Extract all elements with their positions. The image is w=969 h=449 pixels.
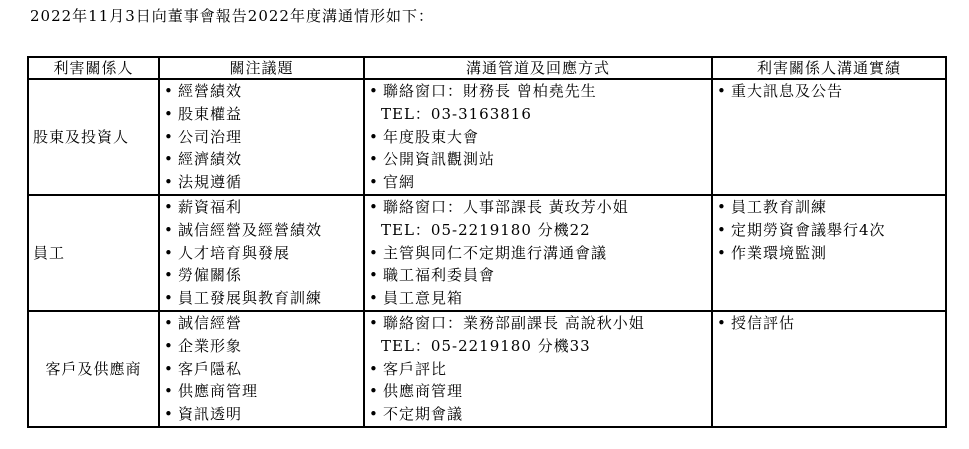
list-item-text: 作業環境監測 (731, 243, 828, 262)
list-item-text: 誠信經營 (178, 313, 243, 332)
bullet-icon: • (369, 197, 379, 216)
table-row (28, 79, 946, 195)
list-item (717, 242, 941, 265)
bullet-icon: • (164, 313, 174, 332)
list-item-text: TEL：05-2219180 分機22 (381, 220, 591, 239)
bullet-icon: • (369, 359, 379, 378)
header-channels: 溝通管道及回應方式 (364, 57, 712, 79)
list-item-text: 資訊透明 (178, 405, 243, 424)
list-item (164, 242, 359, 265)
list-item-text: 經濟績效 (178, 150, 243, 169)
list-item (369, 287, 707, 310)
issues-cell (159, 311, 364, 427)
list-item (164, 380, 359, 403)
list-item (164, 103, 359, 126)
list-item (164, 126, 359, 149)
bullet-icon: • (369, 243, 379, 262)
list-item (164, 358, 359, 381)
list-item-text: 勞僱關係 (178, 266, 243, 285)
issues-cell (159, 79, 364, 195)
list-item-text: 供應商管理 (178, 382, 259, 401)
bullet-icon: • (164, 359, 174, 378)
list-item-text: 客戶隱私 (178, 359, 243, 378)
list-item (369, 335, 707, 358)
list-item-text: 員工教育訓練 (731, 197, 828, 216)
list-item (164, 80, 359, 103)
list-item (164, 403, 359, 426)
list-item (369, 380, 707, 403)
list-item-text: 公司治理 (178, 127, 243, 146)
bullet-icon: • (369, 382, 379, 401)
bullet-icon: • (164, 104, 174, 123)
bullet-icon: • (717, 197, 727, 216)
list-item (164, 312, 359, 335)
list-item-text: 員工意見箱 (383, 289, 464, 308)
bullet-icon: • (369, 127, 379, 146)
bullet-icon: • (164, 173, 174, 192)
results-cell (712, 311, 946, 427)
bullet-icon: • (164, 266, 174, 285)
table-header-row (28, 57, 946, 79)
list-item (717, 219, 941, 242)
list-item (369, 264, 707, 287)
stakeholder-cell: 股東及投資人 (28, 79, 159, 195)
header-results: 利害關係人溝通實績 (712, 57, 946, 79)
list-item-text: 職工福利委員會 (383, 266, 496, 285)
bullet-icon: • (164, 82, 174, 100)
list-item-text: 聯絡窗口：人事部課長 黃玫芳小姐 (383, 197, 629, 216)
list-item-text: 主管與同仁不定期進行溝通會議 (383, 243, 608, 262)
list-item-text: 薪資福利 (178, 197, 243, 216)
list-item-text: 公開資訊觀測站 (383, 150, 496, 169)
channels-cell (364, 311, 712, 427)
list-item (369, 171, 707, 194)
bullet-icon: • (369, 266, 379, 285)
list-item-text: 重大訊息及公告 (731, 82, 844, 100)
list-item-text: 誠信經營及經營績效 (178, 220, 323, 239)
list-item-text: 員工發展與教育訓練 (178, 289, 323, 308)
list-item (369, 219, 707, 242)
list-item-text: 定期勞資會議舉行4次 (731, 220, 886, 239)
results-cell (712, 79, 946, 195)
list-item (369, 126, 707, 149)
list-item (164, 171, 359, 194)
bullet-icon: • (369, 289, 379, 308)
header-stakeholder: 利害關係人 (28, 57, 159, 79)
bullet-icon: • (369, 173, 379, 192)
bullet-icon: • (369, 405, 379, 424)
stakeholder-cell: 客戶及供應商 (28, 311, 159, 427)
results-cell (712, 195, 946, 311)
list-item-text: 企業形象 (178, 336, 243, 355)
bullet-icon: • (164, 220, 174, 239)
list-item-text: 聯絡窗口：業務部副課長 高說秋小姐 (383, 313, 645, 332)
bullet-icon: • (164, 197, 174, 216)
bullet-icon: • (369, 313, 379, 332)
list-item (369, 196, 707, 219)
stakeholder-table (27, 56, 947, 428)
bullet-icon: • (164, 127, 174, 146)
bullet-icon: • (717, 82, 727, 100)
list-item (717, 312, 941, 335)
bullet-icon: • (164, 150, 174, 169)
list-item-text: TEL：03-3163816 (381, 104, 532, 123)
list-item-text: 不定期會議 (383, 405, 464, 424)
list-item (369, 312, 707, 335)
list-item-text: 聯絡窗口：財務長 曾柏堯先生 (383, 82, 597, 100)
bullet-icon: • (717, 220, 727, 239)
list-item (369, 358, 707, 381)
list-item (164, 148, 359, 171)
list-item-text: 股東權益 (178, 104, 243, 123)
bullet-icon: • (164, 243, 174, 262)
list-item-text: 經營績效 (178, 82, 243, 100)
list-item-text: 客戶評比 (383, 359, 448, 378)
channels-cell (364, 79, 712, 195)
intro-text: 2022年11月3日向董事會報告2022年度溝通情形如下： (30, 7, 434, 25)
table-row (28, 311, 946, 427)
list-item (164, 287, 359, 310)
list-item (369, 242, 707, 265)
list-item (164, 219, 359, 242)
bullet-icon: • (164, 405, 174, 424)
list-item-text: 官網 (383, 173, 416, 192)
list-item (369, 148, 707, 171)
issues-cell (159, 195, 364, 311)
channels-cell (364, 195, 712, 311)
stakeholder-cell: 員工 (28, 195, 159, 311)
list-item (717, 80, 941, 103)
bullet-icon: • (164, 336, 174, 355)
bullet-icon: • (717, 313, 727, 332)
list-item-text: 供應商管理 (383, 382, 464, 401)
table-row (28, 195, 946, 311)
bullet-icon: • (369, 150, 379, 169)
list-item-text: TEL：05-2219180 分機33 (381, 336, 591, 355)
list-item (164, 264, 359, 287)
list-item-text: 年度股東大會 (383, 127, 480, 146)
list-item (369, 103, 707, 126)
list-item (369, 80, 707, 103)
list-item (164, 196, 359, 219)
header-issues: 關注議題 (159, 57, 364, 79)
list-item-text: 授信評估 (731, 313, 796, 332)
list-item-text: 法規遵循 (178, 173, 243, 192)
bullet-icon: • (164, 289, 174, 308)
list-item (369, 403, 707, 426)
list-item-text: 人才培育與發展 (178, 243, 291, 262)
bullet-icon: • (717, 243, 727, 262)
list-item (717, 196, 941, 219)
bullet-icon: • (164, 382, 174, 401)
bullet-icon: • (369, 82, 379, 100)
list-item (164, 335, 359, 358)
